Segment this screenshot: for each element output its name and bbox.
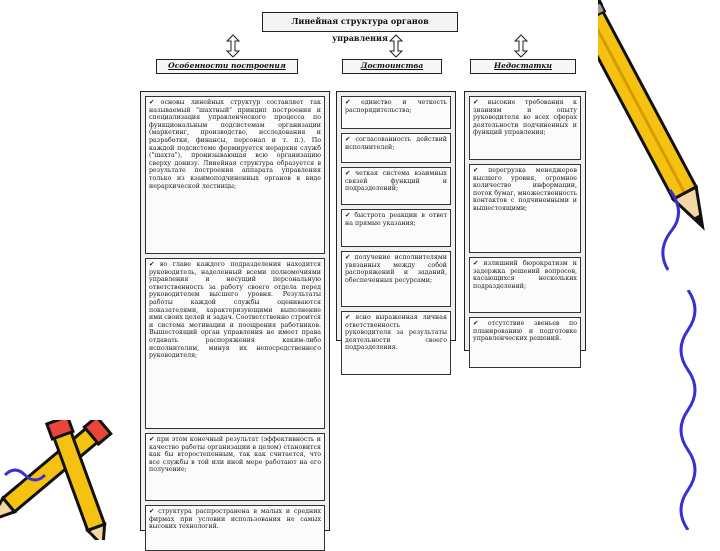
advantage-text: получение исполнителями увязанных между собой распоряжений и заданий, обеспеченных ресурсами; [345, 254, 447, 284]
check-icon: ✔ [473, 260, 479, 267]
advantage-text: ясно выраженная личная ответственность руководителя за результаты деятельности своего подразделения. [345, 314, 447, 352]
advantage-cell [341, 251, 451, 307]
double-arrow-icon [512, 34, 530, 58]
feature-cell [145, 258, 325, 429]
squiggle-icon [668, 290, 708, 530]
check-icon: ✔ [345, 136, 351, 143]
feature-text: при этом конечный результат (эффективность и качество работы организации в целом) становится как бы второстепенным, так как считается, что все службы в той или иной мере работают на его получение; [149, 436, 321, 474]
check-icon: ✔ [345, 170, 351, 177]
check-icon: ✔ [345, 314, 351, 321]
disadvantage-text: высокие требования к знаниям и опыту руководителя во всех сферах деятельности подчиненных и функций управления; [473, 99, 577, 137]
disadvantage-cell [469, 257, 581, 313]
disadvantage-cell [469, 96, 581, 160]
check-icon: ✔ [345, 212, 351, 219]
double-arrow-icon [224, 34, 242, 58]
pencil-icon [598, 0, 720, 290]
check-icon: ✔ [149, 261, 155, 268]
double-arrow-icon [387, 34, 405, 58]
advantage-text: согласованность действий исполнителей; [345, 136, 447, 151]
header-features: Особенности построения [156, 59, 298, 74]
feature-cell [145, 433, 325, 501]
advantage-cell [341, 209, 451, 247]
disadvantage-text: перегрузка менеджеров высшего уровня, огромное количество информации, поток бумаг, множественность контактов с подчиненными и вышестоящими; [473, 167, 577, 212]
advantage-cell [341, 133, 451, 163]
disadvantages-column [464, 91, 586, 351]
feature-text: структура распространена в малых и средних фирмах при условии использования не самых высоких технологий. [149, 508, 321, 531]
feature-text: во главе каждого подразделения находится руководитель, наделенный всеми полномочиями управления и несущий персональную ответственность за работу своего отдела перед руководителем высшего уровня. Результаты работы каждой службы оцениваются показателями, характеризующими выполнение ими своих целей и задач. Соответственно строится и система мотивации и поощрения работников. Вышестоящий орган управления не имеет права отдавать распоряжения каким-либо исполнителям, минуя их непосредственного руководителя; [149, 261, 321, 360]
advantage-text: быстрота реакции в ответ на прямые указания; [345, 212, 447, 227]
disadvantage-cell [469, 164, 581, 253]
feature-text: основы линейных структур составляет так называемый "шахтный" принцип построения и специализация управленческого процесса по функциональным подсистемам организации (маркетинг, производство, исследования и разработки, финансы, персонал и т. п.). По каждой подсистеме формируется иерархия служб ("шахта"), пронизывающая всю организацию сверху донизу. Линейная структура образуется в результате построения аппарата управления только из взаимоподчиненных органов в виде иерархической лестницы; [149, 99, 321, 190]
pencils-icon [0, 420, 130, 540]
advantage-text: единство и четкость распорядительства; [345, 99, 447, 114]
advantage-cell [341, 167, 451, 205]
check-icon: ✔ [149, 99, 155, 106]
advantage-cell [341, 311, 451, 375]
advantages-column [336, 91, 456, 352]
check-icon: ✔ [473, 167, 479, 174]
check-icon: ✔ [149, 508, 155, 515]
check-icon: ✔ [345, 99, 351, 106]
advantage-text: четкая система взаимных связей функций и подразделений; [345, 170, 447, 193]
disadvantage-cell [469, 317, 581, 368]
advantage-cell [341, 96, 451, 129]
check-icon: ✔ [473, 99, 479, 106]
feature-cell [145, 96, 325, 254]
header-disadvantages: Недостатки [470, 59, 576, 74]
disadvantage-text: излишний бюрократизм и задержка решений вопросов, касающихся нескольких подразделений; [473, 260, 577, 290]
features-column [140, 91, 330, 531]
check-icon: ✔ [345, 254, 351, 261]
feature-cell [145, 505, 325, 551]
header-advantages: Достоинства [342, 59, 442, 74]
disadvantage-text: отсутствие звеньев по планированию и подготовке управленческих решений. [473, 320, 577, 343]
check-icon: ✔ [149, 436, 155, 443]
page-title: Линейная структура органов управления [262, 12, 458, 32]
check-icon: ✔ [473, 320, 479, 327]
